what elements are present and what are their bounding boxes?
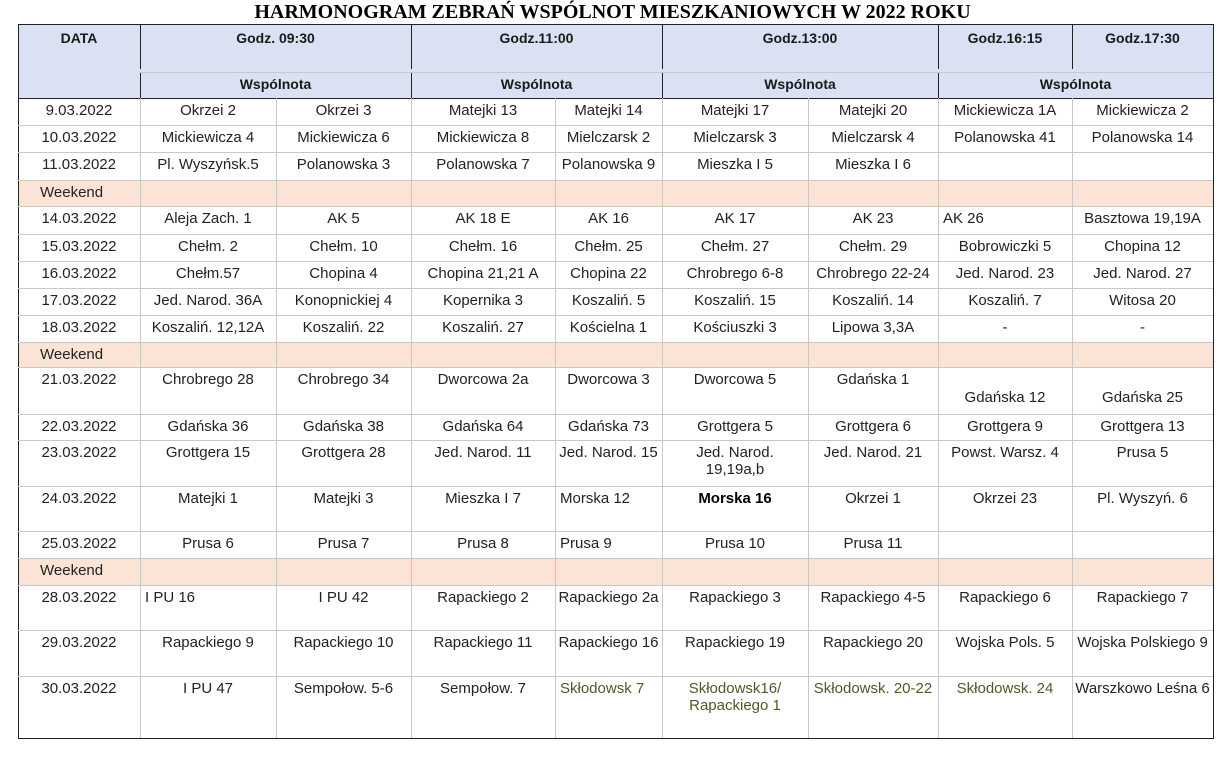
date-cell: 14.03.2022 [41,210,117,227]
date-cell: 17.03.2022 [41,292,117,309]
row-line [18,288,1213,289]
row-line [18,531,1213,532]
weekend-row [18,342,1213,367]
address-cell: Chrobrego 34 [297,371,390,388]
address-cell: Mielczarsk 4 [831,129,915,146]
address-cell: Powst. Warsz. 4 [951,444,1059,461]
address-cell: Okrzei 2 [180,102,236,119]
header-time-label: Godz.16:15 [938,30,1072,48]
address-cell: Rapackiego 16 [558,634,659,651]
column-line [808,98,809,738]
address-cell: Skłodowsk. 20-22 [813,680,933,697]
column-line [140,98,141,738]
address-cell: Okrzei 23 [972,490,1038,507]
address-cell: Rapackiego 2 [437,589,529,606]
header-time-label: Godz.17:30 [1072,30,1213,48]
row-line [18,630,1213,631]
address-cell: Chopina 4 [309,265,378,282]
address-cell: Rapackiego 11 [433,634,533,651]
address-cell: Mickiewicza 8 [436,129,530,146]
address-cell: Skłodowsk 7 [560,680,645,697]
address-cell: Kopernika 3 [442,292,524,309]
address-cell: Okrzei 3 [315,102,372,119]
address-cell: Grottgera 9 [967,418,1043,435]
row-line [18,414,1213,415]
header-time-label: Godz.13:00 [662,30,938,48]
address-cell: Dworcowa 2a [437,371,529,388]
address-cell: Koszaliń. 5 [571,292,646,309]
date-cell: 15.03.2022 [41,238,117,255]
address-cell: Mieszka I 6 [835,156,911,173]
address-cell: Morska 12 [560,490,631,507]
address-cell: Bobrowiczki 5 [958,238,1052,255]
header-divider [938,24,939,69]
address-cell: Prusa 11 [843,535,903,552]
weekend-label: Weekend [38,562,138,580]
address-cell: Rapackiego 2a [558,589,659,606]
date-cell: 22.03.2022 [41,418,117,435]
address-cell: Rapackiego 10 [293,634,394,651]
column-line [938,98,939,738]
header-divider [938,72,939,98]
date-cell: 24.03.2022 [41,490,117,507]
address-cell: Chełm.57 [175,265,241,282]
address-cell: Chełm. 16 [448,238,518,255]
weekend-label: Weekend [38,184,138,202]
header-divider [140,72,141,98]
row-line [18,206,1213,207]
address-cell: Gdańska 12 [964,389,1046,406]
address-cell: Mieszka I 5 [697,156,773,173]
address-cell: Chełm. 25 [574,238,643,255]
row-line [18,315,1213,316]
row-line [18,342,1213,343]
address-cell: Matejki 13 [448,102,518,119]
address-cell: I PU 42 [318,589,369,606]
address-cell: Gdańska 25 [1102,389,1183,406]
address-cell: Matejki 1 [177,490,239,507]
column-line [555,98,556,738]
address-cell: Prusa 6 [182,535,234,552]
address-cell: Mickiewicza 2 [1096,102,1189,119]
address-cell: AK 17 [714,210,756,227]
address-cell: Chełm. 2 [177,238,239,255]
address-cell: Kościuszki 3 [693,319,777,336]
column-line [1072,98,1073,738]
address-cell: Polanowska 14 [1091,129,1194,146]
address-cell: Chopina 12 [1104,238,1181,255]
address-cell: Jed. Narod. 23 [955,265,1055,282]
address-cell: Chełm. 27 [700,238,770,255]
border-right [1213,24,1214,738]
row-line [18,585,1213,586]
address-cell: Matejki 3 [313,490,374,507]
address-cell: Mickiewicza 1A [953,102,1057,119]
address-cell: Gdańska 38 [303,418,384,435]
address-cell: Konopnickiej 4 [294,292,393,309]
border-top [18,24,1213,25]
row-line [18,180,1213,181]
address-cell [941,156,1069,180]
address-cell: Jed. Narod. 36A [153,292,263,309]
address-cell: Chrobrego 6-8 [686,265,784,282]
header-divider [411,24,412,69]
column-line [662,98,663,738]
address-cell: Rapackiego 20 [822,634,924,651]
header-date-label: DATA [18,30,140,48]
row-line [18,676,1213,677]
address-cell [1075,156,1210,180]
address-cell: Grottgera 6 [835,418,911,435]
address-cell: Gdańska 1 [836,371,910,388]
address-cell: AK 26 [943,210,984,227]
date-cell: 10.03.2022 [41,129,117,146]
address-cell: Polanowska 7 [436,156,530,173]
address-cell: Rapackiego 3 [689,589,781,606]
header-time-label: Godz.11:00 [411,30,662,48]
address-cell: Sempołow. 5-6 [293,680,394,697]
date-cell: 11.03.2022 [42,156,116,173]
column-line [276,98,277,738]
address-cell: Sempołow. 7 [440,680,526,697]
address-cell: Prusa 5 [1116,444,1169,461]
address-cell: Pl. Wyszyńsk.5 [157,156,259,173]
address-cell: Grottgera 15 [165,444,251,461]
address-cell: Kościelna 1 [569,319,648,336]
header-bottom-line [18,98,1213,99]
address-cell: Prusa 10 [704,535,766,552]
date-cell: 23.03.2022 [41,444,117,461]
address-cell: Koszaliń. 12,12A [151,319,265,336]
address-cell: Koszaliń. 27 [442,319,524,336]
address-cell: Matejki 17 [700,102,770,119]
date-cell: 18.03.2022 [41,319,117,336]
column-line [411,98,412,738]
header-divider [662,72,663,98]
row-line [18,367,1213,368]
address-cell: Gdańska 64 [442,418,524,435]
address-cell: Skłodowsk. 24 [956,680,1054,697]
address-cell: Koszaliń. 22 [302,319,385,336]
address-cell: Warszkowo Leśna 6 [1075,680,1210,697]
address-cell: Mickiewicza 6 [297,129,390,146]
address-cell: Polanowska 9 [561,156,656,173]
address-cell: AK 5 [327,210,360,227]
row-line [18,234,1213,235]
header-inner-line [140,72,1213,73]
address-cell: Chrobrego 22-24 [816,265,930,282]
address-cell: Gdańska 36 [167,418,249,435]
address-cell: Rapackiego 6 [959,589,1051,606]
address-cell [1075,535,1210,558]
address-cell: Aleja Zach. 1 [164,210,252,227]
address-cell: Prusa 7 [317,535,370,552]
address-cell: Prusa 8 [457,535,509,552]
document-title: HARMONOGRAM ZEBRAŃ WSPÓLNOT MIESZKANIOWYCH W 2022 ROKU [254,1,971,23]
address-cell: Grottgera 13 [1100,418,1185,435]
address-cell: Jed. Narod. 21 [823,444,923,461]
row-line [18,440,1213,441]
address-cell: - [1140,319,1145,336]
header-time-label: Godz. 09:30 [140,30,411,48]
address-cell: AK 16 [588,210,629,227]
date-cell: 16.03.2022 [41,265,117,282]
address-cell: Rapackiego 7 [1096,589,1189,606]
address-cell: Morska 16 [698,490,772,507]
address-cell: Mieszka I 7 [445,490,521,507]
border-bottom [18,738,1214,739]
row-line [18,558,1213,559]
address-cell: Dworcowa 5 [693,371,777,388]
row-line [18,152,1213,153]
address-cell: Wojska Polskiego 9 [1077,634,1208,651]
address-cell: Chełm. 10 [309,238,378,255]
address-cell: Prusa 9 [560,535,612,552]
address-cell: Grottgera 5 [697,418,773,435]
address-cell: Dworcowa 3 [567,371,650,388]
weekend-row [18,180,1213,206]
header-divider [411,72,412,98]
date-cell: 28.03.2022 [41,589,117,606]
header-group-label: Wspólnota [938,76,1213,94]
address-cell: I PU 16 [145,589,196,606]
address-cell: - [1002,319,1008,336]
address-cell: Chopina 22 [570,265,647,282]
address-cell: Mielczarsk 3 [693,129,777,146]
header-divider [1072,24,1073,69]
address-cell: Skłodowsk16/ Rapackiego 1 [688,680,782,714]
weekend-row [18,558,1213,585]
header-divider [662,24,663,69]
address-cell: Pl. Wyszyń. 6 [1097,490,1188,507]
header-group-label: Wspólnota [411,76,662,94]
address-cell: AK 18 E [455,210,511,227]
address-cell: Mickiewicza 4 [161,129,255,146]
row-line [18,486,1213,487]
weekend-label: Weekend [38,346,138,364]
address-cell: Koszaliń. 7 [968,292,1042,309]
row-line [18,261,1213,262]
address-cell: Mielczarsk 2 [566,129,651,146]
header-group-label: Wspólnota [662,76,938,94]
address-cell: Rapackiego 4-5 [820,589,926,606]
date-cell: 25.03.2022 [41,535,117,552]
address-cell: Jed. Narod. 27 [1093,265,1192,282]
address-cell: Rapackiego 9 [162,634,254,651]
address-cell: Chopina 21,21 A [427,265,539,282]
address-cell: AK 23 [852,210,894,227]
address-cell: Okrzei 1 [845,490,901,507]
address-cell: I PU 47 [182,680,234,697]
address-cell [941,535,1069,558]
address-cell: Jed. Narod. 11 [434,444,532,461]
address-cell: Matejki 20 [838,102,908,119]
address-cell: Lipowa 3,3A [831,319,915,336]
address-cell: Basztowa 19,19A [1084,210,1201,227]
row-line [18,125,1213,126]
address-cell: Chrobrego 28 [162,371,254,388]
address-cell: Polanowska 41 [954,129,1056,146]
address-cell: Jed. Narod. 19,19a,b [696,444,774,478]
address-cell: Polanowska 3 [296,156,391,173]
address-cell: Koszaliń. 15 [694,292,776,309]
date-cell: 29.03.2022 [41,634,117,651]
address-cell: Jed. Narod. 15 [559,444,658,461]
address-cell: Gdańska 73 [568,418,649,435]
address-cell: Matejki 14 [574,102,643,119]
address-cell: Wojska Pols. 5 [955,634,1055,651]
address-cell: Koszaliń. 14 [832,292,914,309]
header-divider [140,24,141,69]
address-cell: Rapackiego 19 [684,634,786,651]
date-cell: 30.03.2022 [41,680,117,697]
date-cell: 21.03.2022 [41,371,117,388]
address-cell: Witosa 20 [1109,292,1176,309]
address-cell: Chełm. 29 [838,238,908,255]
date-cell: 9.03.2022 [45,102,113,119]
address-cell: Grottgera 28 [301,444,386,461]
header-group-label: Wspólnota [140,76,411,94]
schedule-table [18,24,1213,738]
